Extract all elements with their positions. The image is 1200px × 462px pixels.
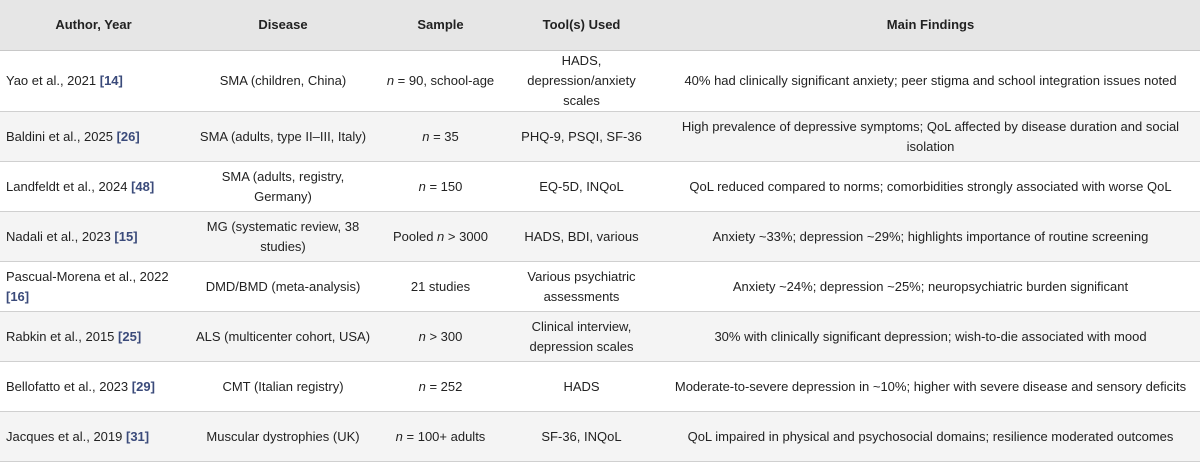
author-cell — [0, 51, 187, 112]
table-row — [0, 412, 1200, 462]
author-cell — [0, 162, 187, 212]
reference-link[interactable]: [26] — [116, 128, 140, 144]
findings-cell: Anxiety ~24%; depression ~25%; neuropsychiatric burden significant — [661, 262, 1200, 312]
disease-cell: CMT (Italian registry) — [187, 362, 379, 412]
disease-cell: Muscular dystrophies (UK) — [187, 412, 379, 462]
sample-value: = 35 — [429, 128, 459, 144]
sample-value: = 150 — [425, 178, 463, 194]
sample-n: n — [418, 378, 426, 394]
findings-cell: 30% with clinically significant depression; wish-to-die associated with mood — [661, 312, 1200, 362]
tools-cell: HADS — [502, 362, 661, 412]
author-year: Landfeldt et al., 2024 — [6, 178, 128, 194]
findings-cell: 40% had clinically significant anxiety; peer stigma and school integration issues noted — [661, 51, 1200, 112]
findings-cell: Anxiety ~33%; depression ~29%; highlights importance of routine screening — [661, 212, 1200, 262]
header-author: Author, Year — [0, 0, 187, 51]
author-cell — [0, 112, 187, 162]
table-row — [0, 362, 1200, 412]
header-findings: Main Findings — [661, 0, 1200, 51]
reference-link[interactable]: [14] — [99, 73, 123, 88]
sample-text: 21 studies — [410, 278, 471, 294]
author-cell — [0, 362, 187, 412]
sample-cell — [379, 262, 502, 312]
sample-n: n — [386, 73, 395, 88]
reference-link[interactable]: [25] — [118, 328, 142, 344]
tools-cell: Clinical interview, depression scales — [502, 312, 661, 362]
sample-cell — [379, 362, 502, 412]
sample-value: > 3000 — [444, 228, 489, 244]
sample-cell — [379, 51, 502, 112]
author-cell — [0, 412, 187, 462]
reference-link[interactable]: [31] — [125, 428, 150, 444]
header-disease: Disease — [187, 0, 379, 51]
sample-n: n — [418, 178, 426, 194]
findings-cell: Moderate-to-severe depression in ~10%; higher with severe disease and sensory deficits — [661, 362, 1200, 412]
tools-cell: SF-36, INQoL — [502, 412, 661, 462]
disease-cell: ALS (multicenter cohort, USA) — [187, 312, 379, 362]
reference-link[interactable]: [15] — [114, 228, 138, 244]
author-year: Rabkin et al., 2015 — [6, 328, 115, 344]
header-tools: Tool(s) Used — [502, 0, 661, 51]
findings-cell: High prevalence of depressive symptoms; QoL affected by disease duration and social isolation — [661, 112, 1200, 162]
tools-cell: PHQ-9, PSQI, SF-36 — [502, 112, 661, 162]
sample-value: > 300 — [425, 328, 463, 344]
sample-cell — [379, 112, 502, 162]
table-row — [0, 112, 1200, 162]
author-year: Yao et al., 2021 — [6, 73, 97, 88]
sample-n: n — [422, 128, 430, 144]
table-row — [0, 212, 1200, 262]
tools-cell: EQ-5D, INQoL — [502, 162, 661, 212]
author-year: Bellofatto et al., 2023 — [6, 378, 129, 394]
author-cell — [0, 262, 187, 312]
disease-cell: SMA (children, China) — [187, 51, 379, 112]
sample-value: = 90, school-age — [394, 73, 495, 88]
author-year: Jacques et al., 2019 — [6, 428, 123, 444]
tools-cell: Various psychiatric assessments — [502, 262, 661, 312]
table-row — [0, 162, 1200, 212]
disease-cell: MG (systematic review, 38 studies) — [187, 212, 379, 262]
tools-cell: HADS, depression/anxiety scales — [502, 51, 661, 112]
sample-value: = 252 — [425, 378, 463, 394]
sample-prefix: Pooled — [392, 228, 438, 244]
table-row — [0, 312, 1200, 362]
author-cell — [0, 212, 187, 262]
header-sample: Sample — [379, 0, 502, 51]
disease-cell: SMA (adults, type II–III, Italy) — [187, 112, 379, 162]
author-year: Pascual-Morena et al., 2022 — [6, 268, 169, 284]
author-cell — [0, 312, 187, 362]
header-row — [0, 0, 1200, 51]
author-year: Baldini et al., 2025 — [6, 128, 113, 144]
reference-link[interactable]: [29] — [131, 378, 155, 394]
table-row — [0, 262, 1200, 312]
sample-n: n — [395, 428, 403, 444]
sample-cell — [379, 312, 502, 362]
sample-value: = 100+ adults — [402, 428, 486, 444]
sample-cell — [379, 162, 502, 212]
findings-cell: QoL impaired in physical and psychosocial domains; resilience moderated outcomes — [661, 412, 1200, 462]
reference-link[interactable]: [48] — [131, 178, 155, 194]
sample-cell — [379, 212, 502, 262]
findings-cell: QoL reduced compared to norms; comorbidities strongly associated with worse QoL — [661, 162, 1200, 212]
sample-n: n — [437, 228, 445, 244]
disease-cell: DMD/BMD (meta-analysis) — [187, 262, 379, 312]
author-year: Nadali et al., 2023 — [6, 228, 111, 244]
disease-cell: SMA (adults, registry, Germany) — [187, 162, 379, 212]
sample-n: n — [418, 328, 426, 344]
tools-cell: HADS, BDI, various — [502, 212, 661, 262]
reference-link[interactable]: [16] — [6, 288, 30, 304]
sample-cell — [379, 412, 502, 462]
table-row — [0, 51, 1200, 112]
